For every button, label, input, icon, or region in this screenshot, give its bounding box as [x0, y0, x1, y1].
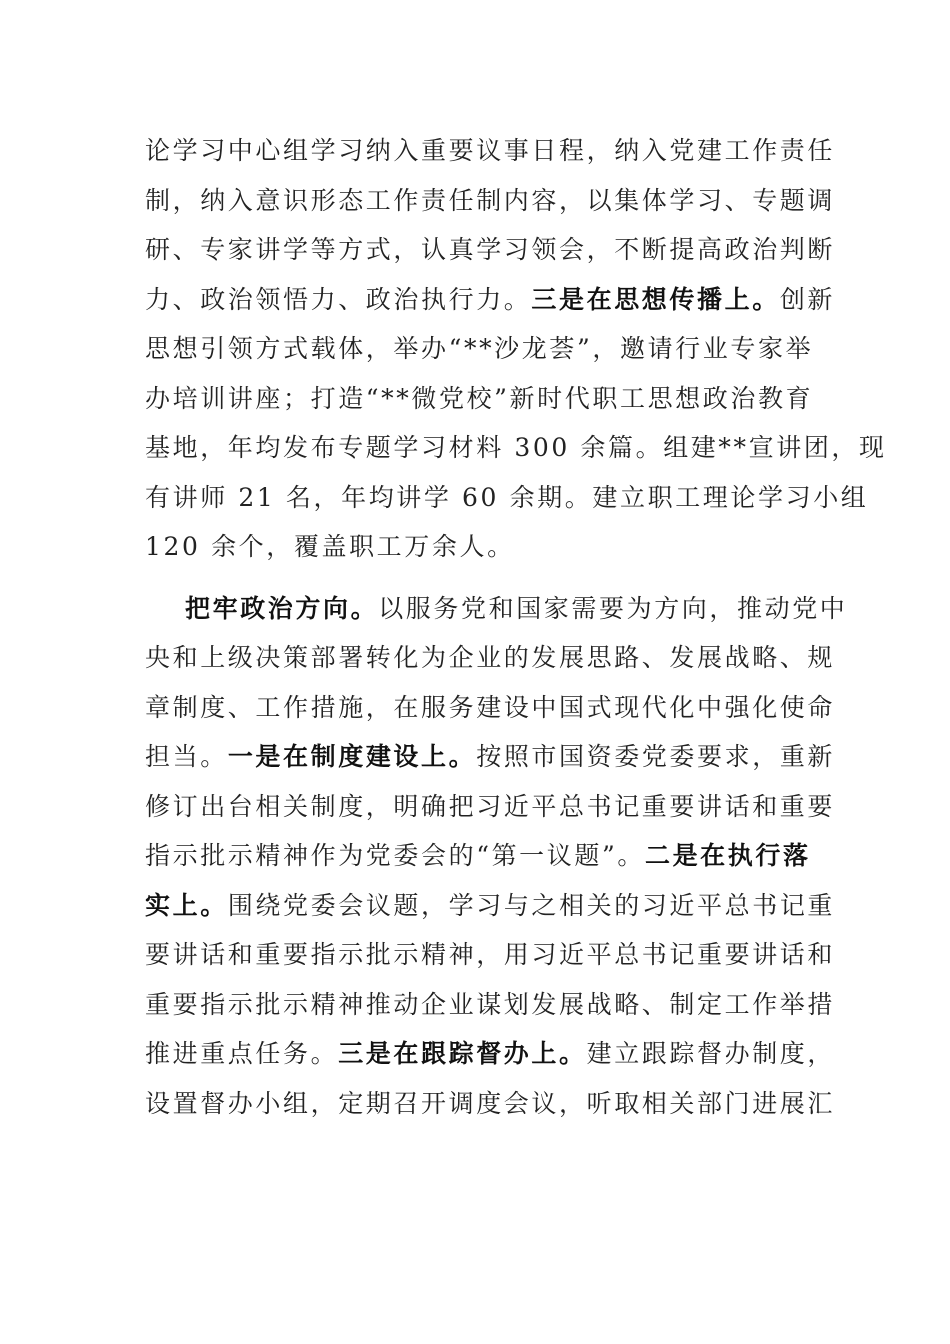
text-line	[145, 374, 814, 424]
text-run: 要讲话和重要指示批示精神，用习近平总书记重要讲话和	[145, 940, 836, 969]
text-line	[145, 633, 836, 683]
text-line	[145, 225, 836, 275]
text-run: 央和上级决策部署转化为企业的发展思路、发展战略、规	[145, 643, 836, 672]
bold-heading-run: 三是在跟踪督办上。	[338, 1039, 587, 1068]
text-line	[145, 732, 836, 782]
text-line	[145, 782, 836, 832]
paragraph-1	[145, 126, 887, 572]
text-run: 力、政治领悟力、政治执行力。	[145, 284, 532, 314]
text-run: 研、专家讲学等方式，认真学习领会，不断提高政治判断	[145, 235, 836, 264]
text-run: 思想引领方式载体，举办“**沙龙荟”，邀请行业专家举	[145, 334, 814, 363]
text-run: 论学习中心组学习纳入重要议事日程，纳入党建工作责任	[145, 136, 836, 165]
text-line	[145, 324, 814, 374]
document-body	[145, 126, 887, 1128]
text-run: 指示批示精神作为党委会的“第一议题”。	[145, 841, 645, 870]
text-line	[145, 522, 805, 572]
bold-heading-run: 实上。	[145, 890, 228, 920]
text-run: 按照市国资委党委要求，重新	[476, 742, 836, 771]
text-run: 基地，年均发布专题学习材料 300 余篇。组建**宣讲团，现	[145, 433, 887, 462]
bold-heading-run: 二是在执行落	[644, 841, 811, 870]
text-run: 办培训讲座；打造“**微党校”新时代职工思想政治教育	[145, 383, 814, 413]
text-run: 章制度、工作措施，在服务建设中国式现代化中强化使命	[145, 692, 836, 722]
text-run: 修订出台相关制度，明确把习近平总书记重要讲话和重要	[145, 791, 836, 821]
text-line	[145, 1079, 836, 1129]
bold-heading-run: 三是在思想传播上。	[531, 284, 780, 314]
text-line	[145, 980, 836, 1030]
text-run: 制，纳入意识形态工作责任制内容，以集体学习、专题调	[145, 185, 836, 215]
text-run: 创新	[779, 284, 836, 314]
text-run: 以服务党和国家需要为方向，推动党中	[378, 593, 848, 623]
text-line	[145, 176, 836, 226]
text-line	[145, 423, 887, 473]
text-run: 120 余个，覆盖职工万余人。	[145, 532, 515, 561]
text-run: 围绕党委会议题，学习与之相关的习近平总书记重	[227, 890, 836, 920]
text-line	[145, 584, 848, 634]
text-line	[145, 275, 836, 325]
text-run: 推进重点任务。	[145, 1039, 339, 1068]
text-line	[145, 881, 836, 931]
text-run: 设置督办小组，定期召开调度会议，听取相关部门进展汇	[145, 1088, 836, 1118]
text-run: 建立跟踪督办制度，	[586, 1039, 836, 1068]
text-line	[145, 126, 836, 176]
bold-heading-run: 一是在制度建设上。	[227, 742, 477, 771]
text-line	[145, 930, 836, 980]
text-line	[145, 831, 811, 881]
text-run: 重要指示批示精神推动企业谋划发展战略、制定工作举措	[145, 989, 836, 1019]
text-line	[145, 1029, 836, 1079]
paragraph-2	[145, 584, 848, 1129]
text-line	[145, 473, 869, 523]
text-run: 有讲师 21 名，年均讲学 60 余期。建立职工理论学习小组	[145, 482, 869, 512]
bold-heading-run: 把牢政治方向。	[185, 593, 379, 623]
text-run: 担当。	[145, 742, 228, 771]
paragraph-spacer	[145, 572, 805, 584]
text-line	[145, 683, 836, 733]
